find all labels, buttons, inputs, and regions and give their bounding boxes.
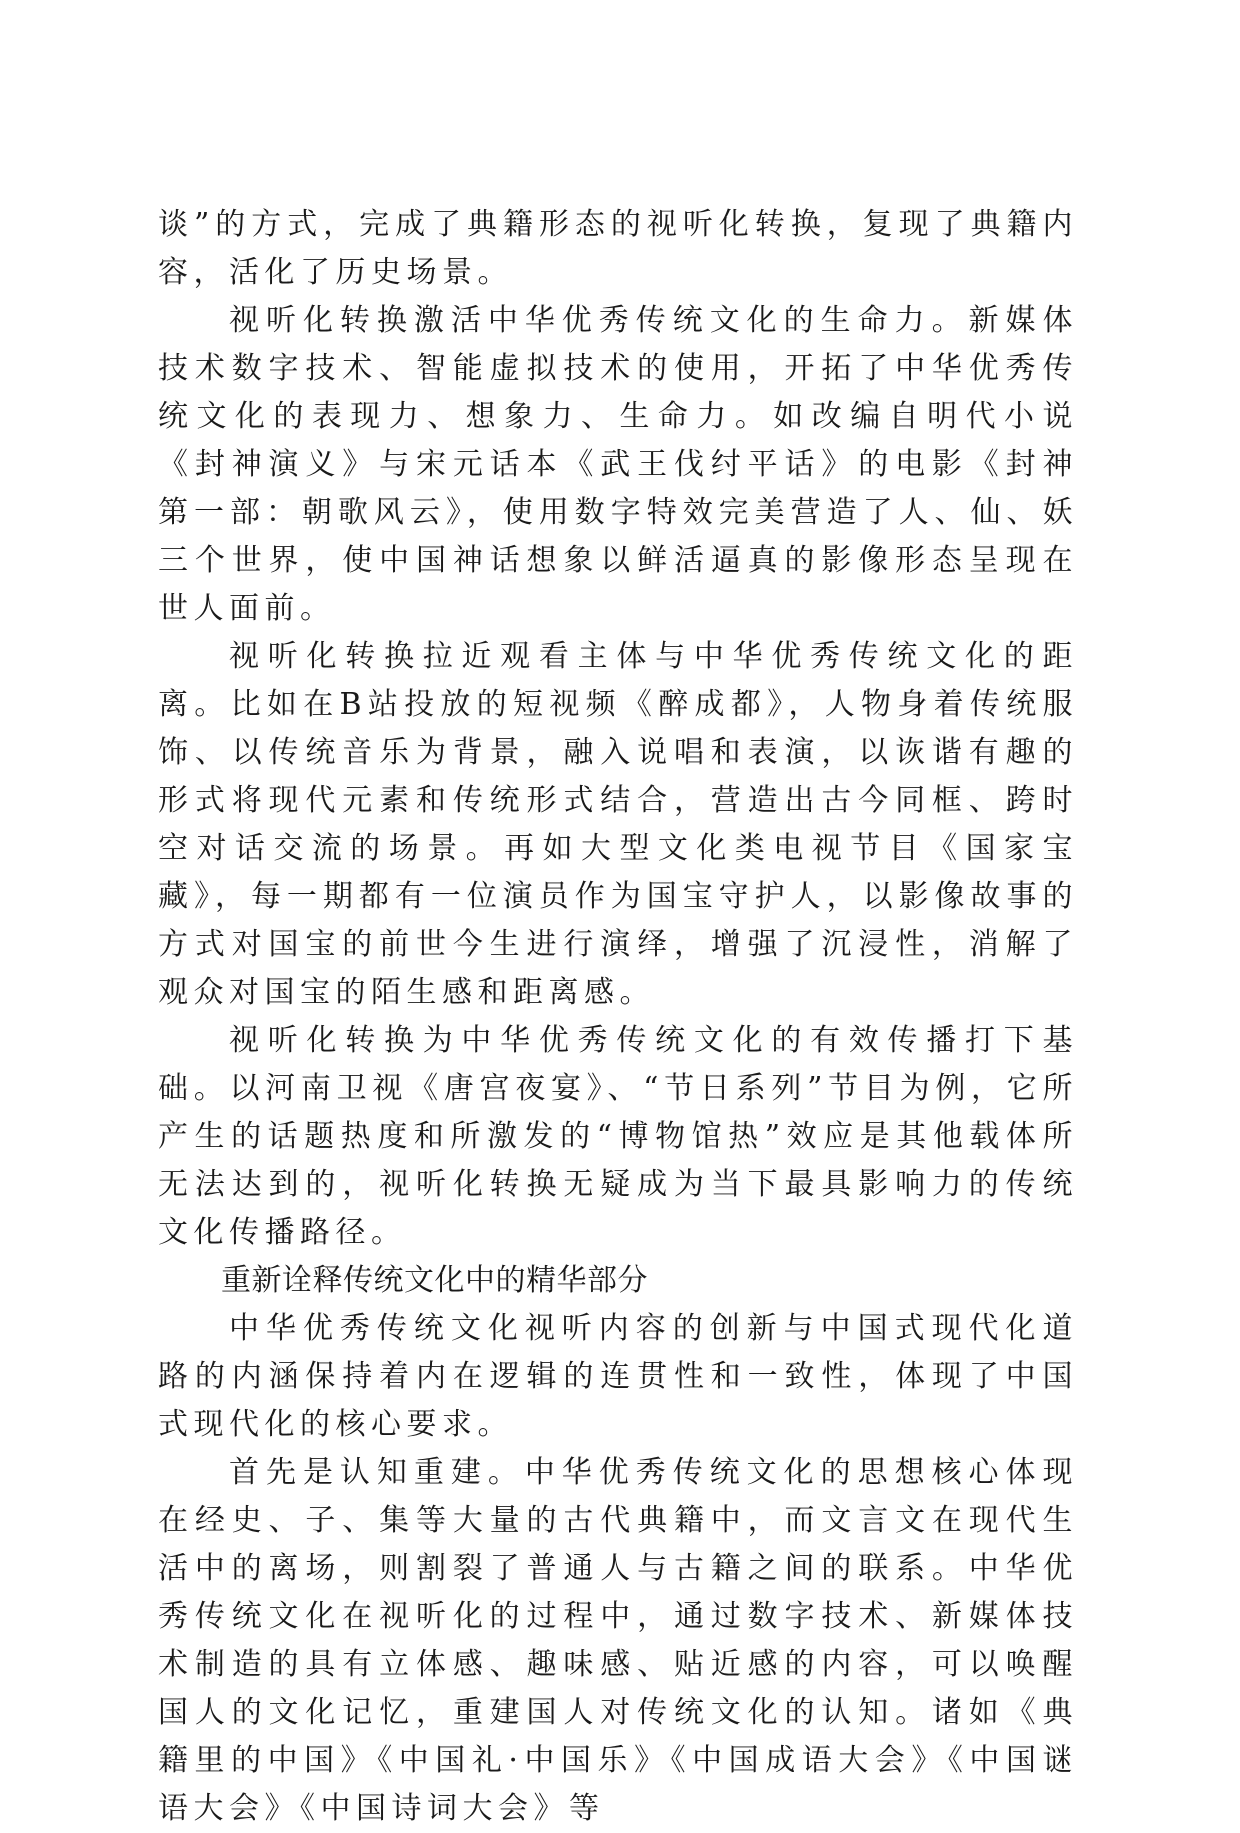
paragraph-distance: 视听化转换拉近观看主体与中华优秀传统文化的距离。比如在B站投放的短视频《醉成都》，人物身着传统服饰、以传统音乐为背景，融入说唱和表演，以诙谐有趣的形式将现代元素和传统形式结合，营造出古今同框、跨时空对话交流的场景。再如大型文化类电视节目《国家宝藏》，每一期都有一位演员作为国宝守护人，以影像故事的方式对国宝的前世今生进行演绎，增强了沉浸性，消解了观众对国宝的陌生感和距离感。 bbox=[158, 639, 1078, 1010]
paragraph-vitality: 视听化转换激活中华优秀传统文化的生命力。新媒体技术数字技术、智能虚拟技术的使用，开拓了中华优秀传统文化的表现力、想象力、生命力。如改编自明代小说《封神演义》与宋元话本《武王伐纣平话》的电影《封神第一部：朝歌风云》，使用数字特效完美营造了人、仙、妖三个世界，使中国神话想象以鲜活逼真的影像形态呈现在世人面前。 bbox=[158, 303, 1078, 626]
paragraph-dissemination: 视听化转换为中华优秀传统文化的有效传播打下基础。以河南卫视《唐宫夜宴》、“节日系列”节目为例，它所产生的话题热度和所激发的“博物馆热”效应是其他载体所无法达到的，视听化转换无疑成为当下最具影响力的传统文化传播路径。 bbox=[158, 1023, 1078, 1250]
paragraph-modernization: 中华优秀传统文化视听内容的创新与中国式现代化道路的内涵保持着内在逻辑的连贯性和一致性，体现了中国式现代化的核心要求。 bbox=[158, 1311, 1078, 1442]
paragraph-cognition: 首先是认知重建。中华优秀传统文化的思想核心体现在经史、子、集等大量的古代典籍中，而文言文在现代生活中的离场，则割裂了普通人与古籍之间的联系。中华优秀传统文化在视听化的过程中，通过数字技术、新媒体技术制造的具有立体感、趣味感、贴近感的内容，可以唤醒国人的文化记忆，重建国人对传统文化的认知。诸如《典籍里的中国》《中国礼·中国乐》《中国成语大会》《中国谜语大会》《中国诗词大会》等 bbox=[158, 1455, 1078, 1826]
document-page bbox=[158, 201, 1078, 1833]
paragraph-continuation: 谈”的方式，完成了典籍形态的视听化转换，复现了典籍内容，活化了历史场景。 bbox=[158, 207, 1078, 290]
section-heading: 重新诠释传统文化中的精华部分 bbox=[221, 1263, 648, 1298]
